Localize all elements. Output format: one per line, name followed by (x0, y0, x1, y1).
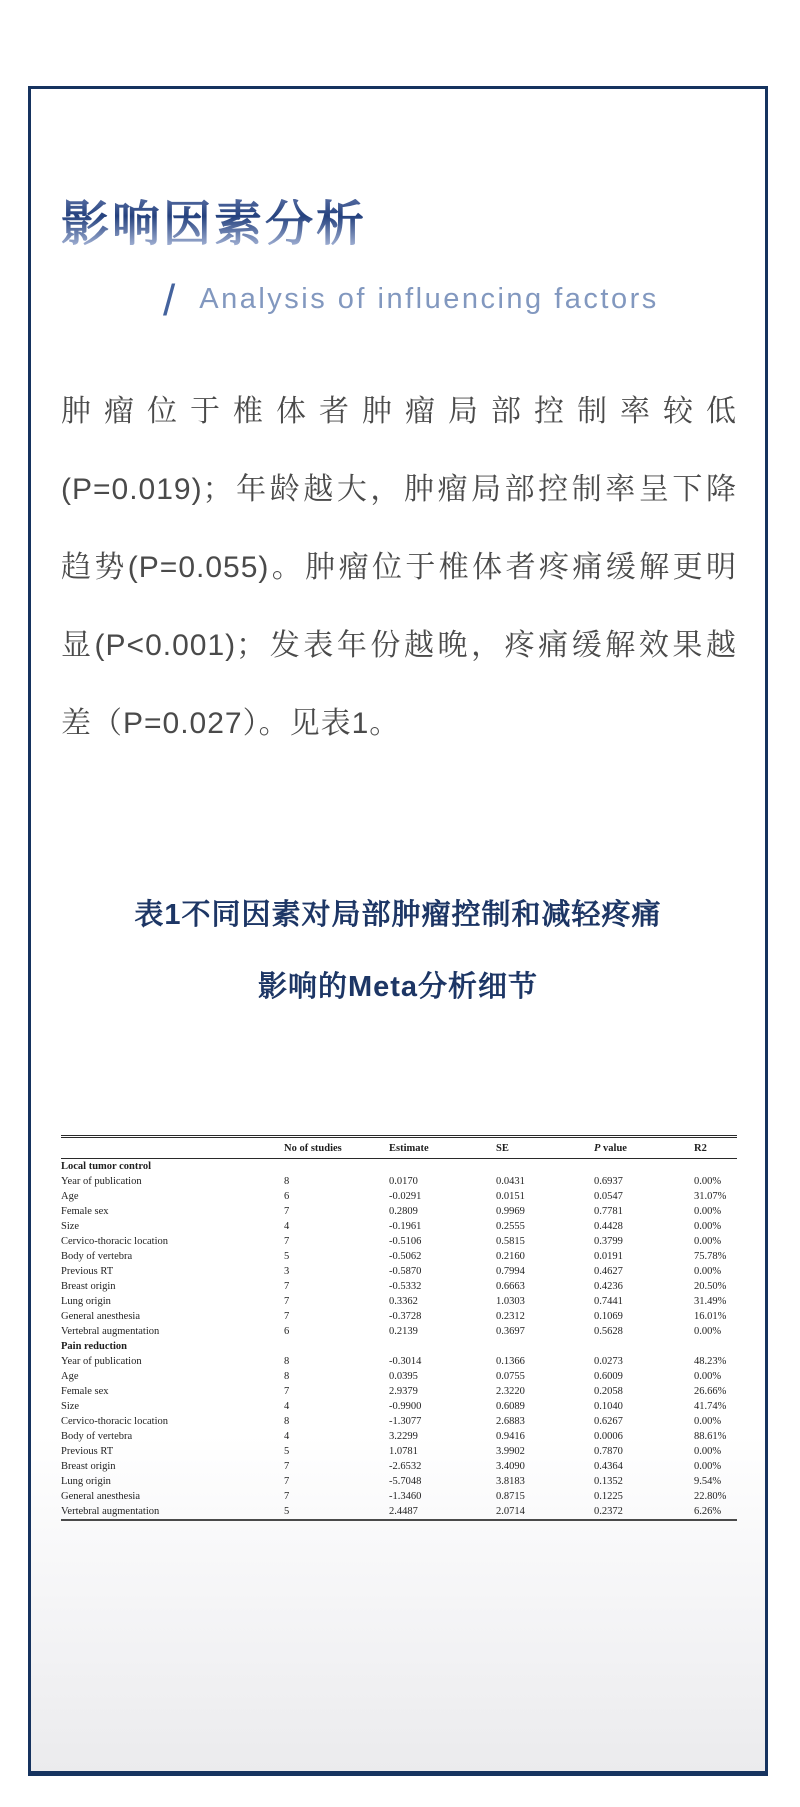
column-header: No of studies (284, 1137, 389, 1159)
table-cell: 5 (284, 1446, 290, 1457)
table-cell: 0.1040 (594, 1401, 623, 1412)
table-cell: -2.6532 (389, 1461, 422, 1472)
table-cell: 16.01% (694, 1311, 727, 1322)
table-row (61, 1249, 737, 1264)
slash-decoration: / (163, 276, 176, 325)
table-cell: Breast origin (61, 1461, 116, 1472)
table-cell: 0.00% (694, 1266, 722, 1277)
table-cell: 0.00% (694, 1461, 722, 1472)
table-cell: 7 (284, 1206, 290, 1217)
table-cell: 0.00% (694, 1446, 722, 1457)
table-row (61, 1204, 737, 1219)
table-cell: 0.2139 (389, 1326, 418, 1337)
table-cell: -0.5870 (389, 1266, 422, 1277)
table-row (61, 1414, 737, 1429)
table-cell: 3.2299 (389, 1431, 418, 1442)
table-cell: Cervico-thoracic location (61, 1416, 168, 1427)
table-cell: 20.50% (694, 1281, 727, 1292)
table-row (61, 1504, 737, 1520)
table-cell: 0.9416 (496, 1431, 525, 1442)
table-cell: Age (61, 1371, 79, 1382)
table-cell: Vertebral augmentation (61, 1326, 160, 1337)
table-cell: Female sex (61, 1206, 109, 1217)
table-section-title: Local tumor control (61, 1161, 152, 1172)
table-cell: 0.00% (694, 1416, 722, 1427)
table-caption (31, 879, 765, 1023)
column-header: P value (594, 1137, 694, 1159)
table-cell: Lung origin (61, 1296, 111, 1307)
table-cell: 75.78% (694, 1251, 727, 1262)
table-cell: 41.74% (694, 1401, 727, 1412)
table-cell: Previous RT (61, 1266, 114, 1277)
table-cell: 0.00% (694, 1221, 722, 1232)
table-cell: 0.4236 (594, 1281, 623, 1292)
table-cell: 0.7870 (594, 1446, 623, 1457)
table-row (61, 1294, 737, 1309)
table-cell: 0.4627 (594, 1266, 623, 1277)
table-cell: Vertebral augmentation (61, 1506, 160, 1517)
table-row (61, 1384, 737, 1399)
table-cell: 0.0547 (594, 1191, 623, 1202)
table-cell: 0.2809 (389, 1206, 418, 1217)
column-header: Estimate (389, 1137, 496, 1159)
table-cell: 3.4090 (496, 1461, 525, 1472)
paragraph-line: 差（P=0.027）。见表1。 (61, 707, 401, 740)
table-row (61, 1429, 737, 1444)
table-cell: 0.6937 (594, 1176, 623, 1187)
paragraph-line: 肿瘤位于椎体者肿瘤局部控制率较低 (61, 395, 737, 428)
column-header: SE (496, 1137, 594, 1159)
table-cell: 0.6267 (594, 1416, 623, 1427)
table-cell: 0.2058 (594, 1386, 623, 1397)
paragraph-line: 显(P<0.001)；发表年份越晚，疼痛缓解效果越 (61, 629, 737, 662)
table-cell: 7 (284, 1281, 290, 1292)
body-paragraph (61, 373, 737, 763)
table-cell: 88.61% (694, 1431, 727, 1442)
table-cell: 7 (284, 1386, 290, 1397)
meta-analysis-table (61, 1135, 737, 1521)
table-cell: 0.0151 (496, 1191, 525, 1202)
table-cell: -0.0291 (389, 1191, 422, 1202)
table-cell: 8 (284, 1356, 290, 1367)
table-cell: 0.00% (694, 1206, 722, 1217)
table-cell: 31.49% (694, 1296, 727, 1307)
table-cell: Year of publication (61, 1356, 142, 1367)
table-cell: 4 (284, 1431, 290, 1442)
table-cell: 4 (284, 1221, 290, 1232)
table-cell: 0.6009 (594, 1371, 623, 1382)
table-cell: 5 (284, 1251, 290, 1262)
table-row (61, 1189, 737, 1204)
table-cell: 3 (284, 1266, 290, 1277)
table-cell: 5 (284, 1506, 290, 1517)
table-cell: -1.3460 (389, 1491, 422, 1502)
table-cell: 2.3220 (496, 1386, 525, 1397)
table-cell: -1.3077 (389, 1416, 422, 1427)
table-row (61, 1234, 737, 1249)
table-cell: 3.9902 (496, 1446, 525, 1457)
table-cell: 22.80% (694, 1491, 727, 1502)
table-cell: 26.66% (694, 1386, 727, 1397)
table-cell: 8 (284, 1371, 290, 1382)
table-cell: 0.1366 (496, 1356, 525, 1367)
table-cell: 6.26% (694, 1506, 722, 1517)
table-cell: Lung origin (61, 1476, 111, 1487)
table-body (61, 1159, 737, 1521)
table-cell: 0.00% (694, 1236, 722, 1247)
table-section-title: Pain reduction (61, 1341, 128, 1352)
table-cell: -0.9900 (389, 1401, 422, 1412)
section-subtitle: Analysis of influencing factors (199, 283, 659, 316)
table-cell: 0.8715 (496, 1491, 525, 1502)
table-cell: 0.00% (694, 1326, 722, 1337)
table-cell: Size (61, 1221, 80, 1232)
table-cell: 0.3697 (496, 1326, 525, 1337)
table-cell: 0.7781 (594, 1206, 623, 1217)
table-cell: General anesthesia (61, 1491, 141, 1502)
table-cell: 0.0170 (389, 1176, 418, 1187)
table-cell: 0.4428 (594, 1221, 623, 1232)
table-cell: Year of publication (61, 1176, 142, 1187)
table-row (61, 1474, 737, 1489)
table-cell: 8 (284, 1176, 290, 1187)
table-cell: 0.9969 (496, 1206, 525, 1217)
table-row (61, 1174, 737, 1189)
table-cell: 0.0273 (594, 1356, 623, 1367)
table-cell: 7 (284, 1476, 290, 1487)
table-cell: 2.6883 (496, 1416, 525, 1427)
table-row (61, 1399, 737, 1414)
table-cell: 0.2312 (496, 1311, 525, 1322)
table-cell: 8 (284, 1416, 290, 1427)
table-cell: 0.00% (694, 1176, 722, 1187)
paragraph-line: (P=0.019)；年龄越大，肿瘤局部控制率呈下降 (61, 473, 737, 506)
table-cell: 0.0395 (389, 1371, 418, 1382)
table-cell: 0.7441 (594, 1296, 623, 1307)
column-header (61, 1137, 284, 1159)
table-caption-line1: 表1不同因素对局部肿瘤控制和减轻疼痛 (134, 899, 662, 931)
table-cell: 0.0755 (496, 1371, 525, 1382)
table-cell: 2.4487 (389, 1506, 418, 1517)
table-cell: 0.0191 (594, 1251, 623, 1262)
table-cell: 0.4364 (594, 1461, 623, 1472)
table-cell: 0.3362 (389, 1296, 418, 1307)
table-row (61, 1279, 737, 1294)
table-section-row (61, 1159, 737, 1175)
table-cell: 0.00% (694, 1371, 722, 1382)
table-cell: -0.5106 (389, 1236, 422, 1247)
table-cell: 0.3799 (594, 1236, 623, 1247)
table-cell: 9.54% (694, 1476, 722, 1487)
table-cell: 7 (284, 1461, 290, 1472)
table-cell: Previous RT (61, 1446, 114, 1457)
paragraph-line: 趋势(P=0.055)。肿瘤位于椎体者疼痛缓解更明 (61, 551, 737, 584)
table-cell: 0.2160 (496, 1251, 525, 1262)
table-cell: 6 (284, 1326, 290, 1337)
table-cell: Breast origin (61, 1281, 116, 1292)
table-cell: 7 (284, 1296, 290, 1307)
section-subtitle-row (163, 261, 659, 325)
table-cell: 0.1352 (594, 1476, 623, 1487)
table-cell: 3.8183 (496, 1476, 525, 1487)
table-row (61, 1309, 737, 1324)
table-cell: 0.2555 (496, 1221, 525, 1232)
table-row (61, 1459, 737, 1474)
table-section-row (61, 1339, 737, 1354)
table-cell: -0.5062 (389, 1251, 422, 1262)
table-header-row (61, 1137, 737, 1159)
table-cell: 7 (284, 1311, 290, 1322)
table-cell: 2.9379 (389, 1386, 418, 1397)
table-cell: Size (61, 1401, 80, 1412)
table-cell: Body of vertebra (61, 1431, 133, 1442)
table-row (61, 1264, 737, 1279)
table-cell: 0.5628 (594, 1326, 623, 1337)
table-row (61, 1324, 737, 1339)
table-cell: Age (61, 1191, 79, 1202)
table-cell: 2.0714 (496, 1506, 525, 1517)
table-cell: 0.0006 (594, 1431, 623, 1442)
table-cell: Body of vertebra (61, 1251, 133, 1262)
table-cell: 0.6663 (496, 1281, 525, 1292)
table-cell: 1.0303 (496, 1296, 525, 1307)
section-title: 影响因素分析 (61, 198, 368, 251)
table-cell: 0.1069 (594, 1311, 623, 1322)
table-caption-line2: 影响的Meta分析细节 (257, 971, 539, 1003)
table-cell: -0.1961 (389, 1221, 422, 1232)
table-row (61, 1444, 737, 1459)
table-cell: 6 (284, 1191, 290, 1202)
table-cell: 0.0431 (496, 1176, 525, 1187)
table-cell: General anesthesia (61, 1311, 141, 1322)
table-cell: -0.3014 (389, 1356, 422, 1367)
table-cell: 7 (284, 1491, 290, 1502)
table-cell: Female sex (61, 1386, 109, 1397)
column-header: R2 (694, 1137, 737, 1159)
table-cell: 31.07% (694, 1191, 727, 1202)
table-row (61, 1489, 737, 1504)
table-cell: 7 (284, 1236, 290, 1247)
table-cell: 0.6089 (496, 1401, 525, 1412)
table-cell: 0.5815 (496, 1236, 525, 1247)
table-cell: -0.5332 (389, 1281, 422, 1292)
table-row (61, 1354, 737, 1369)
table-cell: 48.23% (694, 1356, 727, 1367)
table-cell: Cervico-thoracic location (61, 1236, 168, 1247)
table-cell: -5.7048 (389, 1476, 422, 1487)
table-row (61, 1369, 737, 1384)
article-card (28, 86, 768, 1776)
table-cell: 4 (284, 1401, 290, 1412)
table-cell: 0.7994 (496, 1266, 525, 1277)
table-cell: -0.3728 (389, 1311, 422, 1322)
table-cell: 0.2372 (594, 1506, 623, 1517)
meta-analysis-table-wrap (61, 1135, 737, 1521)
table-cell: 1.0781 (389, 1446, 418, 1457)
table-cell: 0.1225 (594, 1491, 623, 1502)
table-row (61, 1219, 737, 1234)
